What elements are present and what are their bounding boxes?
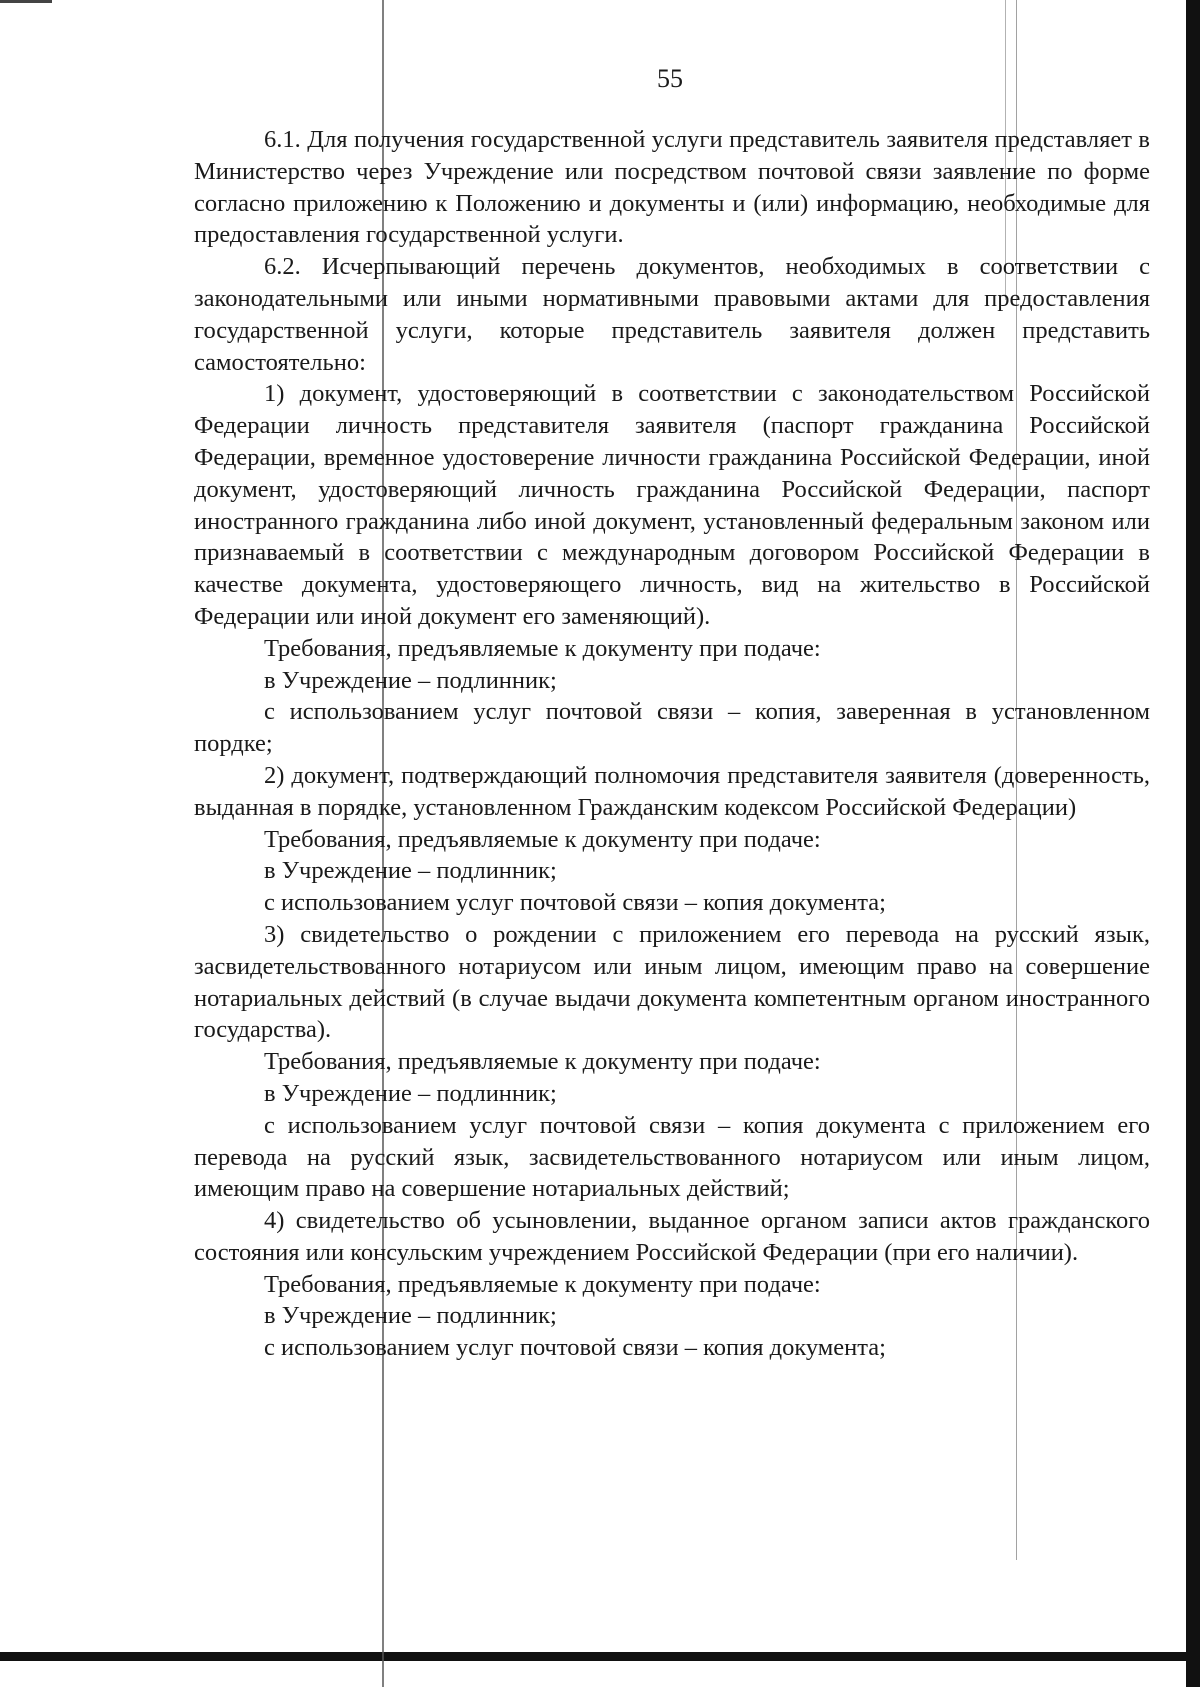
requirement-institution: в Учреждение – подлинник; <box>264 1079 557 1107</box>
paragraph-6-2: 6.2. Исчерпывающий перечень документов, необходимых в соответствии с законодательными или иными нормативными правовыми актами для предоставления государственной услуги, которые представитель заявителя должен представить самостоятельно: <box>194 253 1150 376</box>
list-item-4: 4) свидетельство об усыновлении, выданное органом записи актов гражданского состояния или консульским учреждением Российской Федерации (при его наличии). <box>194 1207 1150 1266</box>
requirement-postal: с использованием услуг почтовой связи – копия, заверенная в установленном пордке; <box>194 698 1150 758</box>
requirements-heading: Требования, предъявляемые к документу при подаче: <box>264 1048 821 1076</box>
list-item-2: 2) документ, подтверждающий полномочия представителя заявителя (доверенность, выданная в порядке, установленном Гражданским кодексом Российской Федерации) <box>194 761 1150 821</box>
requirements-heading: Требования, предъявляемые к документу при подаче: <box>264 1270 821 1298</box>
page-number: 55 <box>657 64 683 93</box>
requirement-institution: в Учреждение – подлинник; <box>264 857 557 885</box>
list-item-3: 3) свидетельство о рождении с приложением его перевода на русский язык, засвидетельствованного нотариусом или иным лицом, имеющим право на совершение нотариальных действий (в случае выдачи документа компетентным органом иностранного государства). <box>194 920 1150 1044</box>
requirements-heading: Требования, предъявляемые к документу при подаче: <box>264 825 821 853</box>
requirement-postal: с использованием услуг почтовой связи – копия документа с приложением его перевода на русский язык, засвидетельствованного нотариусом или иным лицом, имеющим право на совершение нотариальных действий; <box>194 1111 1150 1203</box>
requirement-postal: с использованием услуг почтовой связи – копия документа; <box>264 889 886 917</box>
requirement-postal: с использованием услуг почтовой связи – копия документа; <box>264 1334 886 1362</box>
paragraph-6-1: 6.1. Для получения государственной услуги представитель заявителя представляет в Министерство через Учреждение или посредством почтовой связи заявление по форме согласно приложению к Положению и документы и (или) информацию, необходимые для предоставления государственной услуги. <box>194 126 1150 249</box>
document-body <box>194 124 1150 1364</box>
list-item-1: 1) документ, удостоверяющий в соответствии с законодательством Российской Федерации личность представителя заявителя (паспорт гражданина Российской Федерации, временное удостоверение личности гражданина Российской Федерации, иной документ, удостоверяющий личность гражданина Российской Федерации, паспорт иностранного гражданина либо иной документ, установленный федеральным законом или признаваемый в соответствии с международным договором Российской Федерации в качестве документа, удостоверяющего личность, вид на жительство в Российской Федерации или иной документ его заменяющий). <box>194 380 1150 630</box>
scan-edge-right <box>1186 0 1200 1687</box>
requirement-institution: в Учреждение – подлинник; <box>264 666 557 694</box>
scan-edge-bottom <box>0 1652 1186 1661</box>
requirement-institution: в Учреждение – подлинник; <box>264 1302 557 1330</box>
requirements-heading: Требования, предъявляемые к документу при подаче: <box>264 634 821 662</box>
scan-mark-top <box>0 0 52 3</box>
